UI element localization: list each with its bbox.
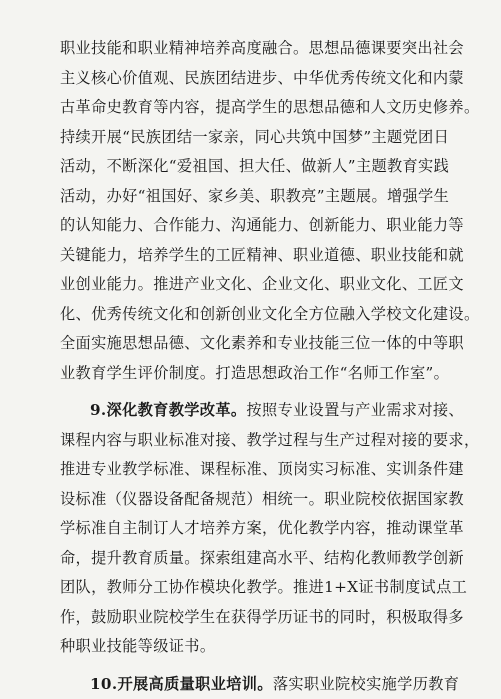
text-line: 活动，不断深化“爱祖国、担大任、做新人”主题教育实践 — [60, 152, 448, 182]
text-line: 的认知能力、合作能力、沟通能力、创新能力、职业能力等 — [60, 211, 448, 241]
paragraph-1 — [60, 34, 448, 388]
text-line: 业创业能力。推进产业文化、企业文化、职业文化、工匠文 — [60, 270, 448, 300]
text-line: 主义核心价值观、民族团结进步、中华优秀传统文化和内蒙 — [60, 64, 448, 94]
text-line: 全面实施思想品德、文化素养和专业技能三位一体的中等职 — [60, 329, 448, 359]
text-line: 化、优秀传统文化和创新创业文化全方位融入学校文化建设。 — [60, 300, 448, 330]
text-line: 学标准自主制订人才培养方案，优化教学内容，推动课堂革 — [60, 514, 448, 544]
section-9-first-line-text: 按照专业设置与产业需求对接、 — [246, 401, 464, 419]
section-10-first-line — [60, 670, 448, 699]
text-line: 活动，办好“祖国好、家乡美、职教亮”主题展。增强学生 — [60, 182, 448, 212]
text-line: 古革命史教育等内容，提高学生的思想品德和人文历史修养。 — [60, 93, 448, 123]
text-line: 关键能力，培养学生的工匠精神、职业道德、职业技能和就 — [60, 241, 448, 271]
text-line: 持续开展“民族团结一家亲，同心共筑中国梦”主题党团日 — [60, 123, 448, 153]
body-text — [60, 34, 448, 699]
text-line: 推进专业教学标准、课程标准、顶岗实习标准、实训条件建 — [60, 455, 448, 485]
text-line: 作，鼓励职业院校学生在获得学历证书的同时，积极取得多 — [60, 603, 448, 633]
text-line: 设标准（仪器设备配备规范）相统一。职业院校依据国家教 — [60, 485, 448, 515]
section-10-first-line-text: 落实职业院校实施学历教育 — [273, 675, 459, 693]
text-line: 职业技能和职业精神培养高度融合。思想品德课要突出社会 — [60, 34, 448, 64]
section-10-heading: 10.开展高质量职业培训。 — [90, 675, 273, 693]
text-line: 命，提升教育质量。探索组建高水平、结构化教师教学创新 — [60, 544, 448, 574]
section-9-first-line — [60, 396, 448, 426]
text-line: 业教育学生评价制度。打造思想政治工作“名师工作室”。 — [60, 359, 448, 389]
section-9 — [60, 396, 448, 662]
section-10 — [60, 670, 448, 699]
section-9-heading: 9.深化教育教学改革。 — [90, 401, 246, 419]
text-line: 课程内容与职业标准对接、教学过程与生产过程对接的要求， — [60, 426, 448, 456]
text-line: 团队，教师分工协作模块化教学。推进1+X证书制度试点工 — [60, 573, 448, 603]
text-line: 种职业技能等级证书。 — [60, 632, 448, 662]
